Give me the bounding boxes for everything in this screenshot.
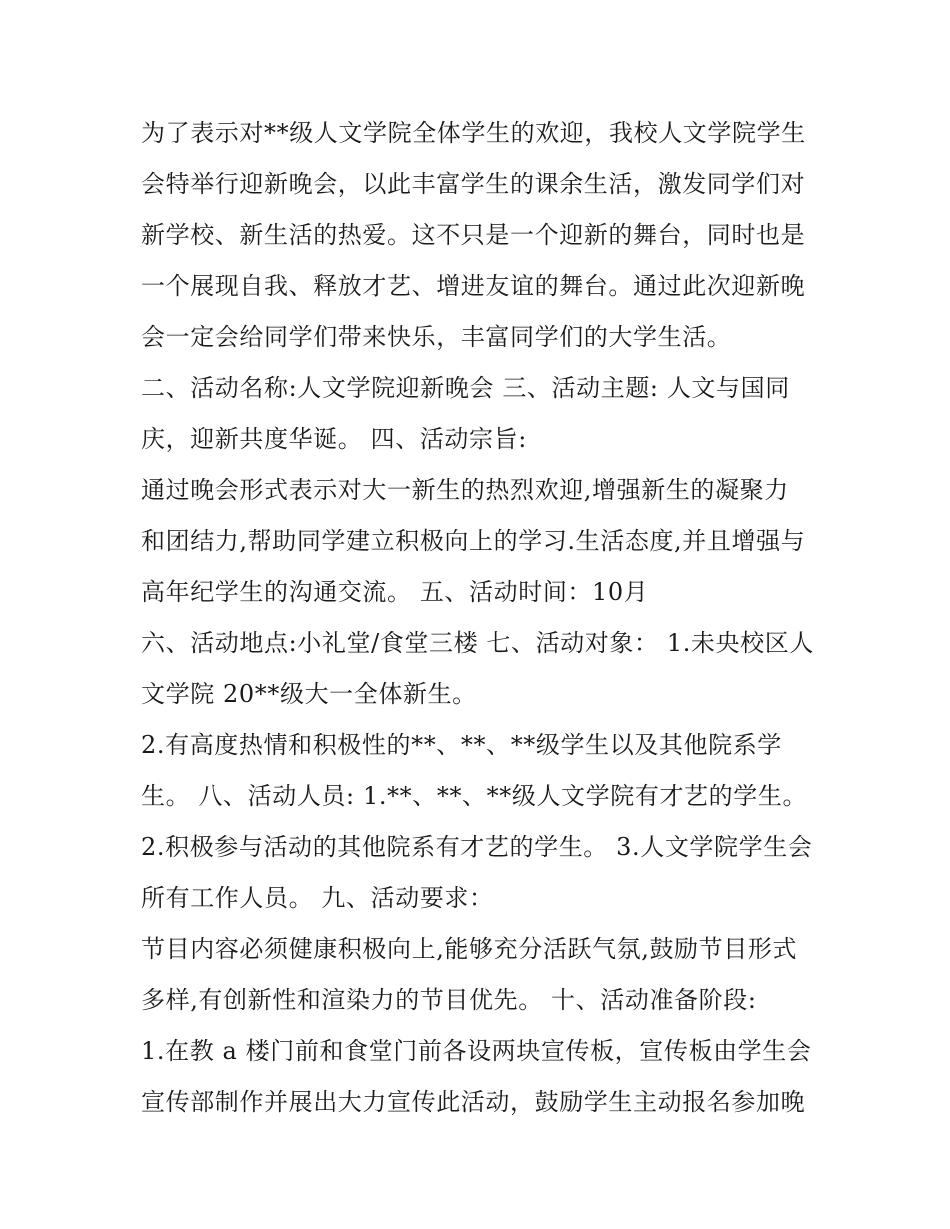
text-line: 多样,有创新性和渲染力的节目优先。 十、活动准备阶段: bbox=[141, 986, 757, 1014]
text-line: 高年纪学生的沟通交流。 五、活动时间：10月 bbox=[141, 578, 649, 606]
text-line: 2.积极参与活动的其他院系有才艺的学生。 3.人文学院学生会 bbox=[141, 833, 813, 861]
text-line: 会特举行迎新晚会，以此丰富学生的课余生活，激发同学们对 bbox=[141, 170, 806, 198]
text-line: 和团结力,帮助同学建立积极向上的学习.生活态度,并且增强与 bbox=[141, 527, 806, 555]
text-line: 宣传部制作并展出大力宣传此活动，鼓励学生主动报名参加晚 bbox=[141, 1088, 806, 1116]
text-line: 一个展现自我、释放才艺、增进友谊的舞台。通过此次迎新晚 bbox=[141, 272, 806, 300]
document-body bbox=[141, 108, 821, 1128]
text-line: 通过晚会形式表示对大一新生的热烈欢迎,增强新生的凝聚力 bbox=[141, 476, 789, 504]
text-line: 生。 八、活动人员: 1.**、**、**级人文学院有才艺的学生。 bbox=[141, 782, 808, 810]
text-line: 六、活动地点:小礼堂/食堂三楼 七、活动对象： 1.未央校区人 bbox=[141, 629, 814, 657]
text-line: 会一定会给同学们带来快乐，丰富同学们的大学生活。 bbox=[141, 323, 732, 351]
text-line: 2.有高度热情和积极性的**、**、**级学生以及其他院系学 bbox=[141, 731, 782, 759]
text-line: 节目内容必须健康积极向上,能够充分活跃气氛,鼓励节目形式 bbox=[141, 935, 798, 963]
text-line: 庆，迎新共度华诞。 四、活动宗旨: bbox=[141, 425, 527, 453]
text-line: 1.在教 a 楼门前和食堂门前各设两块宣传板，宣传板由学生会 bbox=[141, 1037, 812, 1065]
text-line: 二、活动名称:人文学院迎新晚会 三、活动主题: 人文与国同 bbox=[141, 374, 790, 402]
text-line: 所有工作人员。 九、活动要求： bbox=[141, 884, 494, 912]
text-line: 文学院 20**级大一全体新生。 bbox=[141, 680, 477, 708]
text-line: 新学校、新生活的热爱。这不只是一个迎新的舞台，同时也是 bbox=[141, 221, 806, 249]
text-line: 为了表示对**级人文学院全体学生的欢迎，我校人文学院学生 bbox=[141, 119, 806, 147]
